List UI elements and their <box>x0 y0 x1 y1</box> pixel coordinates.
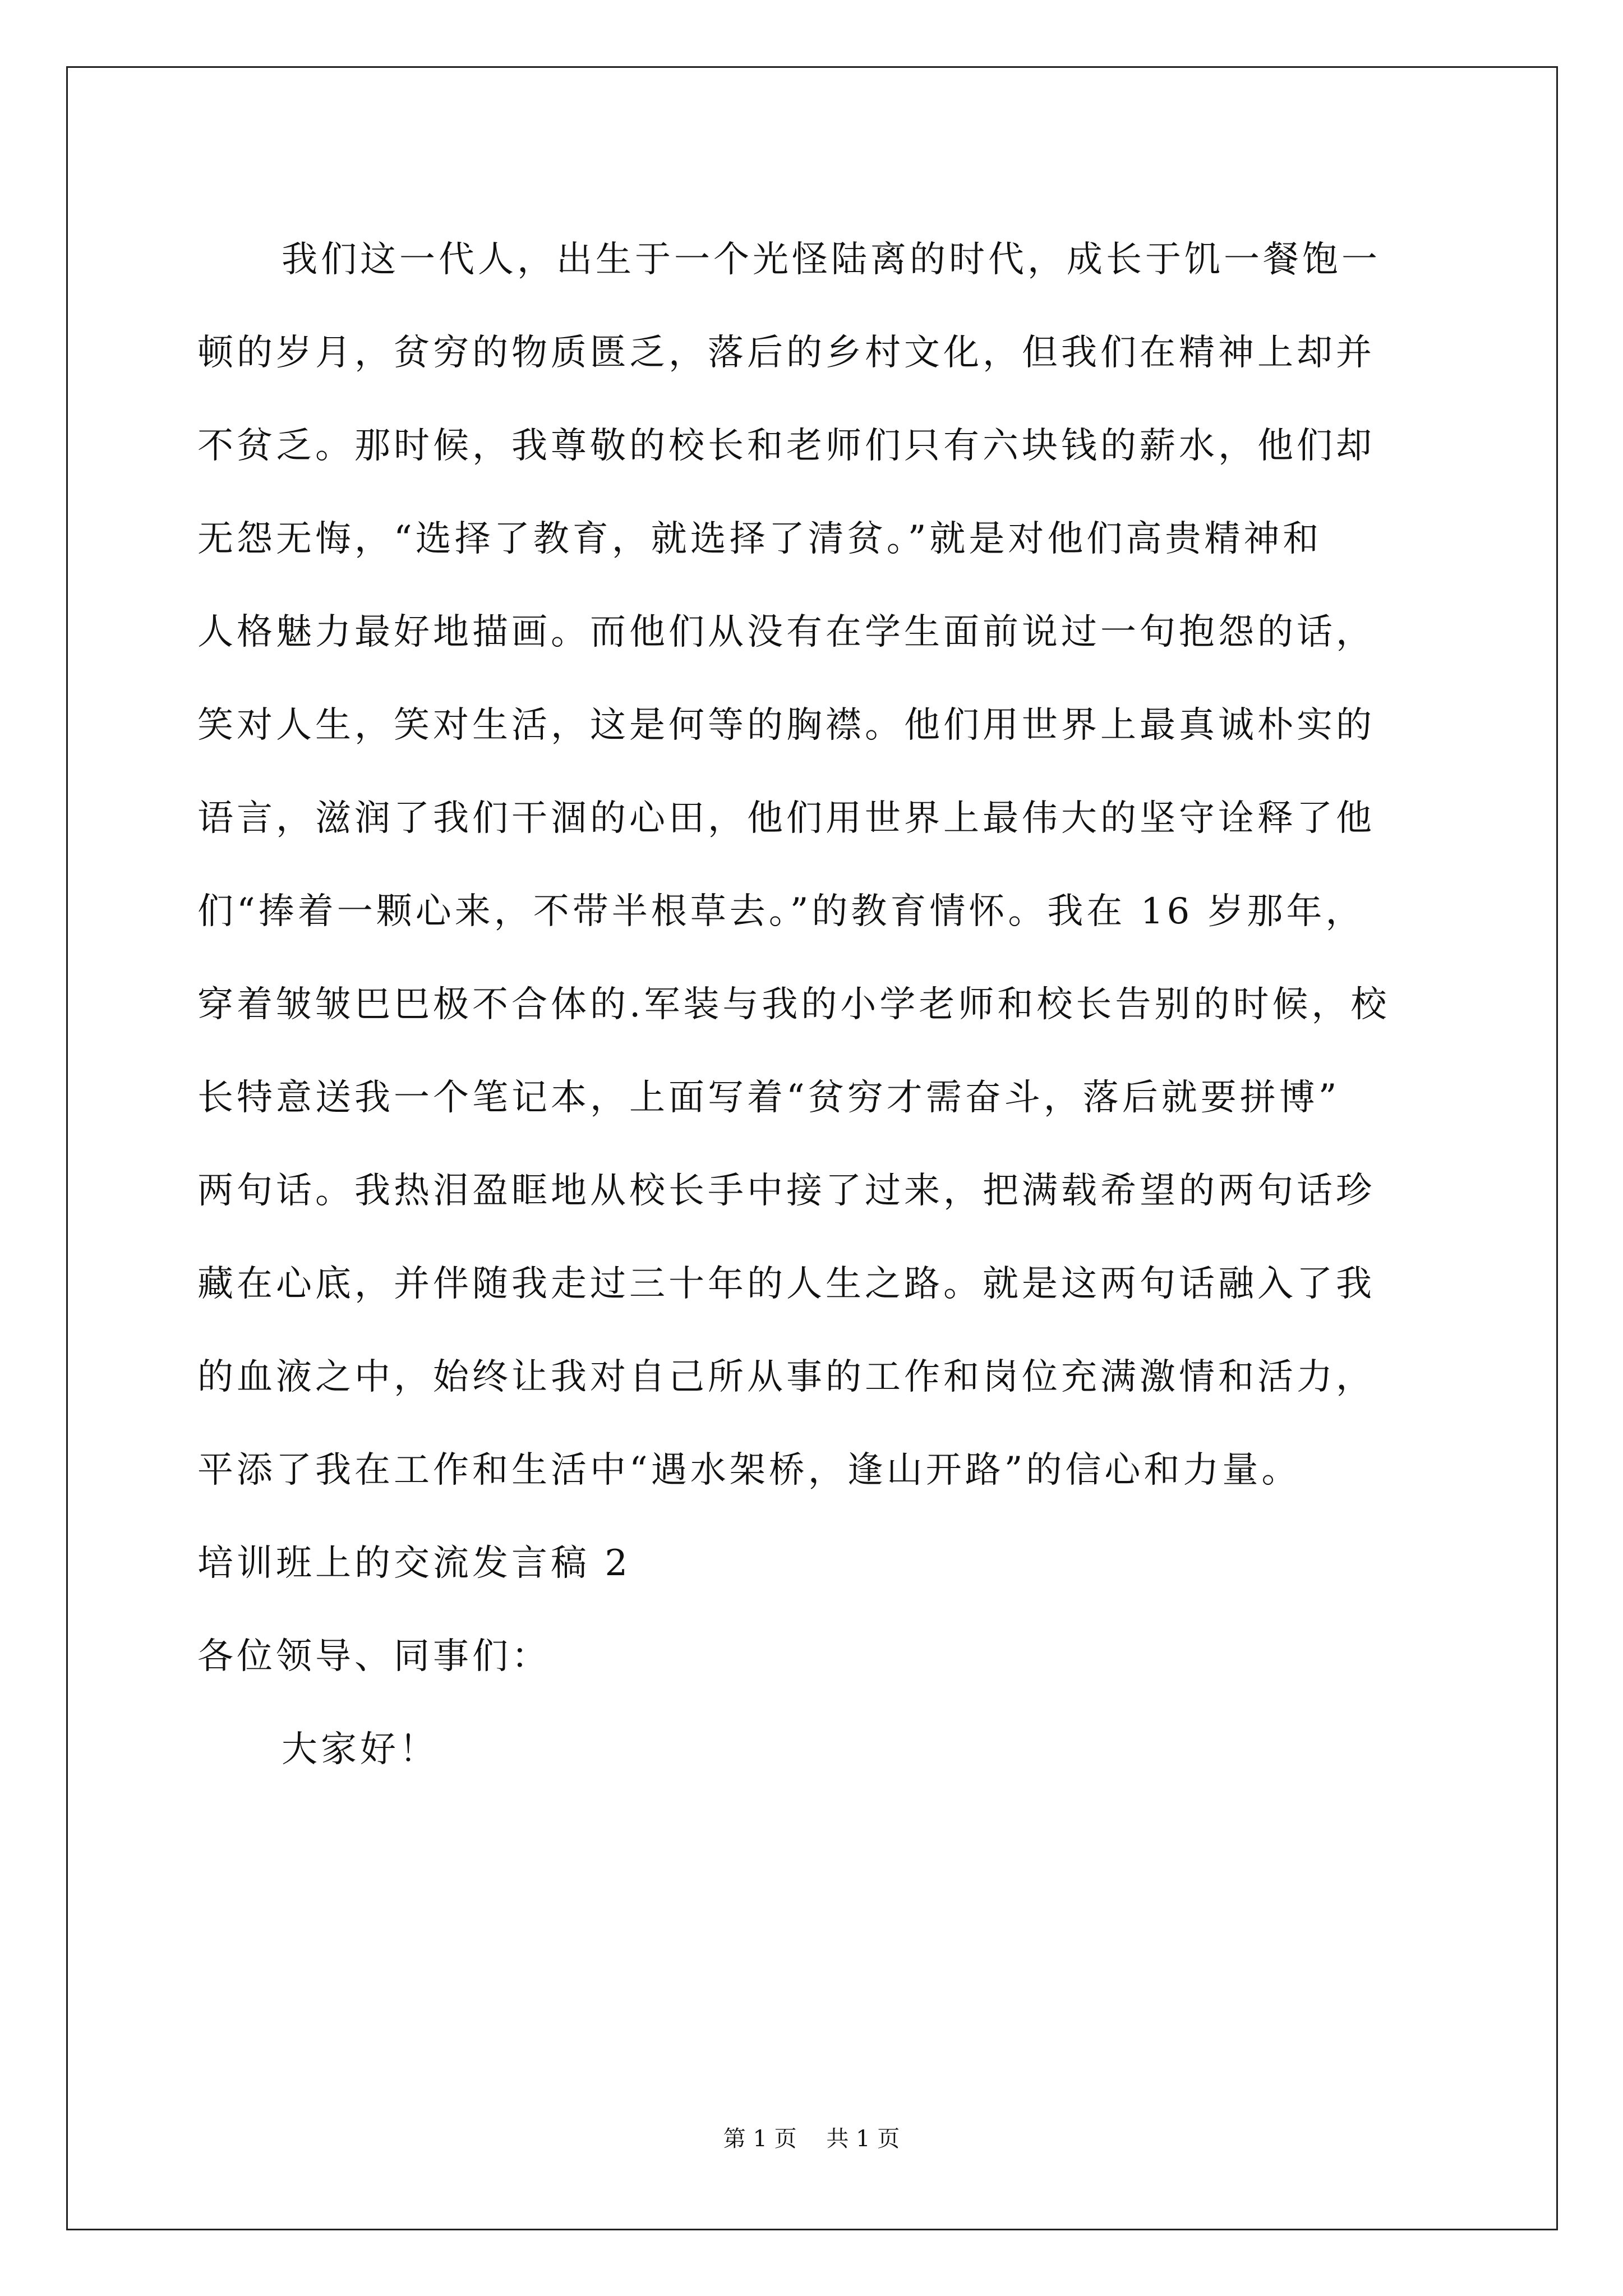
greeting: 大家好！ <box>282 1729 439 1770</box>
paragraph-line: 我们这一代人，出生于一个光怪陆离的时代，成长于饥一餐饱一 <box>282 239 1381 280</box>
paragraph-line: 平添了我在工作和生活中“遇水架桥，逢山开路”的信心和力量。 <box>197 1450 1301 1491</box>
paragraph-line: 无怨无悔，“选择了教育，就选择了清贫。”就是对他们高贵精神和 <box>197 518 1322 560</box>
document-body <box>197 213 1426 1796</box>
salutation: 各位领导、同事们： <box>197 1636 551 1677</box>
paragraph-line: 语言，滋润了我们干涸的心田，他们用世界上最伟大的坚守诠释了他 <box>197 798 1375 839</box>
paragraph-line: 笑对人生，笑对生活，这是何等的胸襟。他们用世界上最真诚朴实的 <box>197 705 1375 746</box>
paragraph-line: 不贫乏。那时候，我尊敬的校长和老师们只有六块钱的薪水，他们却 <box>197 425 1375 467</box>
page-total: 共 1 页 <box>826 2126 900 2152</box>
paragraph-line: 两句话。我热泪盈眶地从校长手中接了过来，把满载希望的两句话珍 <box>197 1170 1375 1212</box>
paragraph-line: 长特意送我一个笔记本，上面写着“贫穷才需奋斗，落后就要拼博” <box>197 1077 1340 1119</box>
paragraph-line: 人格魅力最好地描画。而他们从没有在学生面前说过一句抱怨的话， <box>197 611 1375 653</box>
paragraph-line: 的血液之中，始终让我对自己所从事的工作和岗位充满激情和活力， <box>197 1356 1375 1398</box>
paragraph-line: 藏在心底，并伴随我走过三十年的人生之路。就是这两句话融入了我 <box>197 1263 1375 1305</box>
paragraph-line: 顿的岁月，贫穷的物质匮乏，落后的乡村文化，但我们在精神上却并 <box>197 332 1375 374</box>
page-footer <box>0 2125 1623 2153</box>
page-number: 第 1 页 <box>723 2126 797 2152</box>
paragraph-line: 穿着皱皱巴巴极不合体的.军装与我的小学老师和校长告别的时候，校 <box>197 984 1390 1025</box>
paragraph-line: 们“捧着一颗心来，不带半根草去。”的教育情怀。我在 16 岁那年， <box>197 891 1365 932</box>
section-heading: 培训班上的交流发言稿 2 <box>197 1543 631 1584</box>
